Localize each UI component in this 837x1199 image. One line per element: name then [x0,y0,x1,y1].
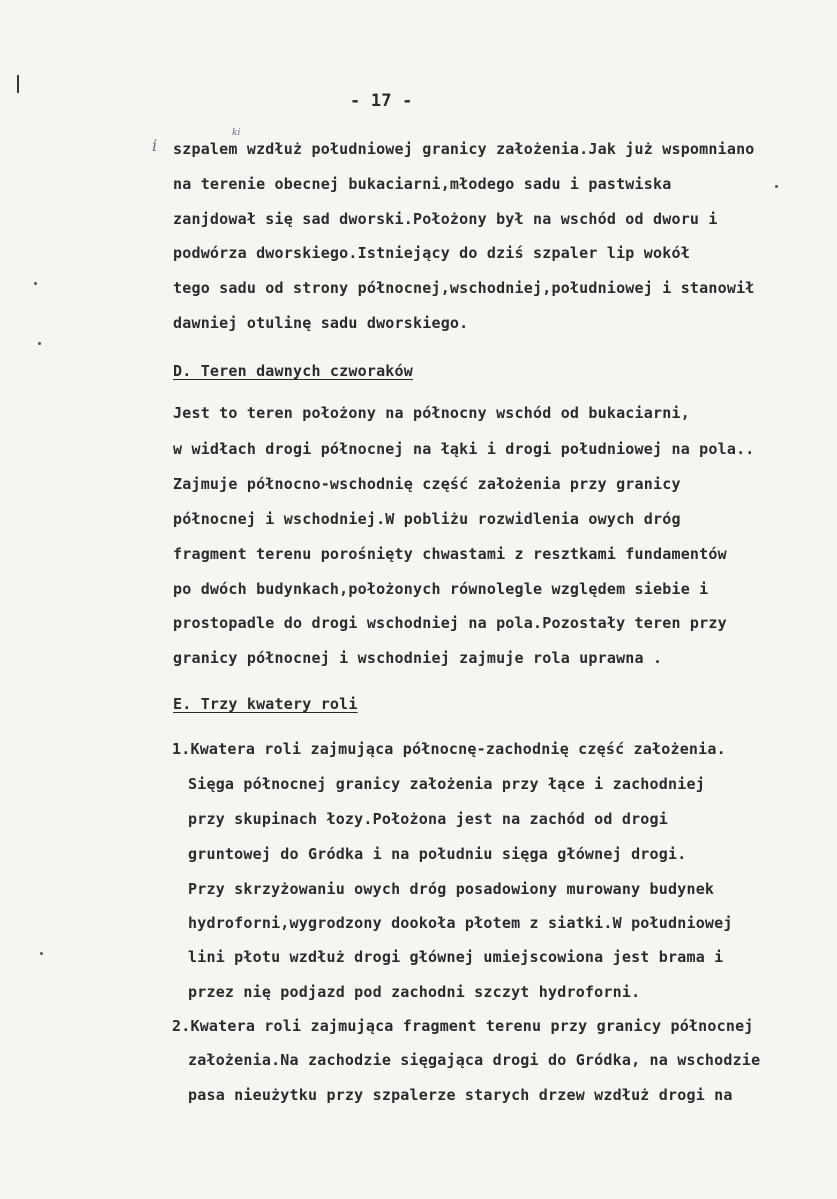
text-line-5: tego sadu od strony północnej,wschodniej,południowej i stanowił [173,279,755,297]
text-line-22: hydroforni,wygrodzony dookoła płotem z siatki.W południowej [188,914,733,932]
text-line-9: w widłach drogi północnej na łąki i drogi południowej na pola.. [173,440,755,458]
text-line-20: gruntowej do Gródka i na południu sięga głównej drogi. [188,845,687,863]
text-line-14: prostopadle do drogi wschodniej na pola.Pozostały teren przy [173,614,727,632]
margin-scribble: ki [232,128,241,138]
text-line-13: po dwóch budynkach,położonych równolegle względem siebie i [173,580,709,598]
text-line-15: granicy północnej i wschodniej zajmuje rola uprawna . [173,649,663,667]
margin-dot [34,282,37,285]
text-line-6: dawniej otulinę sadu dworskiego. [173,314,469,332]
margin-stroke [17,75,19,93]
margin-dot [40,952,43,955]
text-line-24: przez nię podjazd pod zachodni szczyt hydroforni. [188,983,641,1001]
text-line-3: zanjdował się sad dworski.Położony był na wschód od dworu i [173,210,718,228]
text-line-27: pasa nieużytku przy szpalerze starych drzew wzdłuż drogi na [188,1086,733,1104]
text-line-18: Sięga północnej granicy założenia przy łące i zachodniej [188,775,705,793]
page-number: - 17 - [350,91,413,111]
text-line-25: 2.Kwatera roli zajmująca fragment terenu przy granicy północnej [172,1017,754,1035]
section-heading-e: E. Trzy kwatery roli [173,695,358,713]
text-line-17: 1.Kwatera roli zajmująca północnę-zachodnię część założenia. [172,740,726,758]
section-heading-d: D. Teren dawnych czworaków [173,362,413,380]
text-line-21: Przy skrzyżowaniu owych dróg posadowiony murowany budynek [188,880,715,898]
text-line-1: szpalem wzdłuż południowej granicy założenia.Jak już wspomniano [173,140,755,158]
text-line-8: Jest to teren położony na północny wschód od bukaciarni, [173,404,690,422]
margin-dot [775,185,778,188]
margin-dot [38,342,41,345]
text-line-11: północnej i wschodniej.W pobliżu rozwidlenia owych dróg [173,510,681,528]
text-line-12: fragment terenu porośnięty chwastami z resztkami fundamentów [173,545,727,563]
text-line-4: podwórza dworskiego.Istniejący do dziś szpaler lip wokół [173,244,690,262]
margin-annotation: i [152,136,158,155]
text-line-10: Zajmuje północno-wschodnię część założenia przy granicy [173,475,681,493]
text-line-26: założenia.Na zachodzie sięgająca drogi do Gródka, na wschodzie [188,1051,761,1069]
text-line-23: lini płotu wzdłuż drogi głównej umiejscowiona jest brama i [188,948,724,966]
text-line-2: na terenie obecnej bukaciarni,młodego sadu i pastwiska [173,175,672,193]
text-line-19: przy skupinach łozy.Położona jest na zachód od drogi [188,810,668,828]
